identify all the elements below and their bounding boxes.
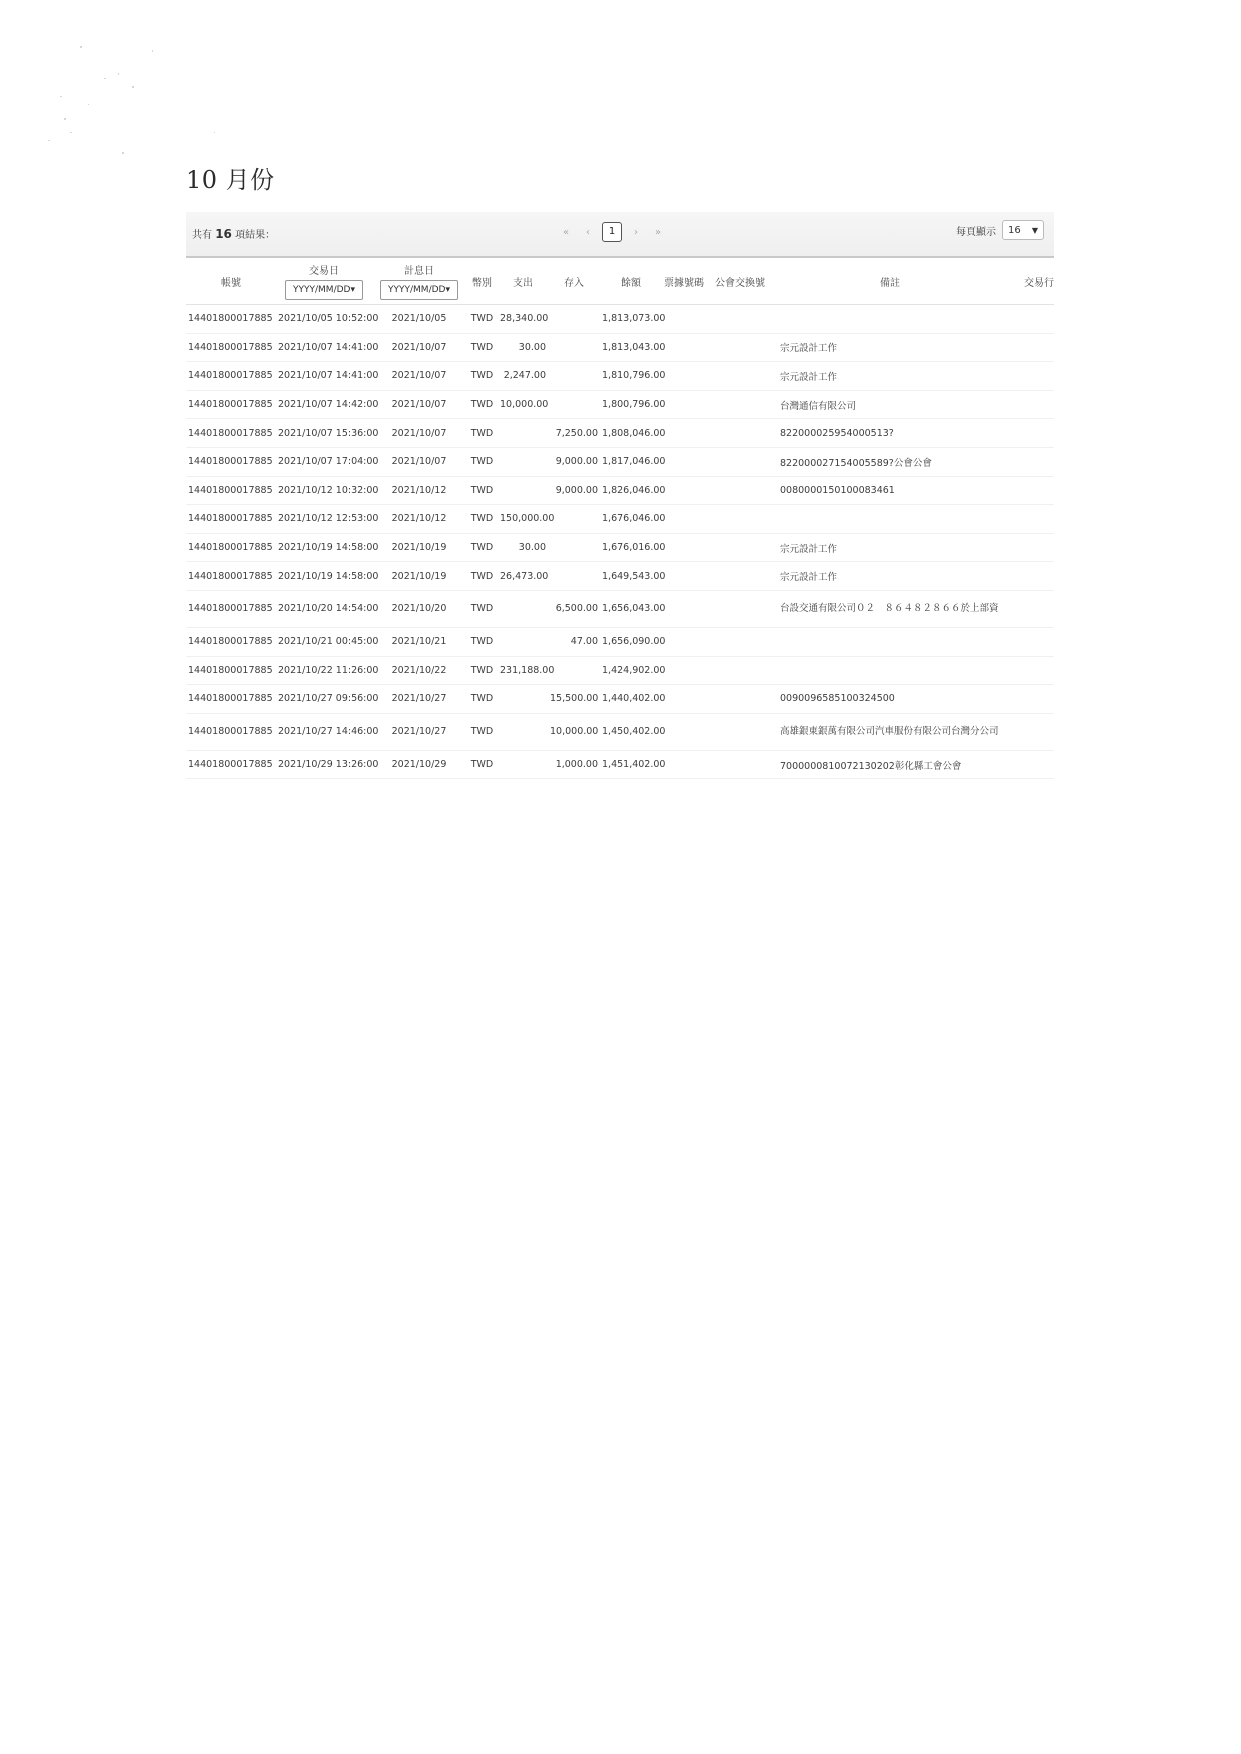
cell-tx-date: 2021/10/21 00:45:00 <box>276 627 372 656</box>
cell-coop-no <box>706 562 774 591</box>
cell-deposit <box>548 305 600 334</box>
table-row[interactable] <box>186 419 1054 448</box>
cell-coop-no <box>706 362 774 391</box>
cell-deposit: 15,500.00 <box>548 685 600 714</box>
table-row[interactable] <box>186 533 1054 562</box>
cell-withdrawal <box>498 685 548 714</box>
cell-deposit: 6,500.00 <box>548 590 600 627</box>
chevron-down-icon: ▼ <box>1031 225 1038 235</box>
table-row[interactable] <box>186 333 1054 362</box>
cell-coop-no <box>706 590 774 627</box>
header-tx-date <box>276 257 372 305</box>
cell-memo <box>774 305 1006 334</box>
table-row[interactable] <box>186 685 1054 714</box>
cell-tx-date: 2021/10/07 15:36:00 <box>276 419 372 448</box>
cell-tx-date: 2021/10/27 09:56:00 <box>276 685 372 714</box>
cell-memo: 822000027154005589?公會公會 <box>774 447 1006 476</box>
cell-currency: TWD <box>466 447 498 476</box>
cell-currency: TWD <box>466 713 498 750</box>
cell-coop-no <box>706 656 774 685</box>
table-body <box>186 305 1054 779</box>
cell-deposit <box>548 333 600 362</box>
cell-ref-no <box>662 533 706 562</box>
transactions-panel <box>186 212 1054 779</box>
cell-tx-date: 2021/10/07 17:04:00 <box>276 447 372 476</box>
table-row[interactable] <box>186 390 1054 419</box>
cell-value-date: 2021/10/29 <box>372 750 466 779</box>
cell-ref-no <box>662 750 706 779</box>
cell-coop-no <box>706 533 774 562</box>
cell-memo <box>774 505 1006 534</box>
table-row[interactable] <box>186 713 1054 750</box>
cell-ref-no <box>662 590 706 627</box>
cell-coop-no <box>706 685 774 714</box>
cell-memo: 7000000810072130202彰化縣工會公會 <box>774 750 1006 779</box>
per-page-label: 每頁顯示 <box>956 226 996 238</box>
cell-tx-date: 2021/10/05 10:52:00 <box>276 305 372 334</box>
cell-withdrawal: 10,000.00 <box>498 390 548 419</box>
cell-withdrawal: 2,247.00 <box>498 362 548 391</box>
cell-ref-no <box>662 305 706 334</box>
header-balance[interactable]: 餘額 <box>600 257 662 305</box>
cell-extra <box>1006 362 1054 391</box>
cell-currency: TWD <box>466 305 498 334</box>
cell-balance: 1,826,046.00 <box>600 476 662 505</box>
cell-account: 14401800017885 <box>186 333 276 362</box>
page-title: 10 月份 <box>186 166 275 194</box>
cell-extra <box>1006 750 1054 779</box>
cell-balance: 1,440,402.00 <box>600 685 662 714</box>
cell-value-date: 2021/10/07 <box>372 333 466 362</box>
cell-ref-no <box>662 656 706 685</box>
cell-value-date: 2021/10/07 <box>372 447 466 476</box>
cell-currency: TWD <box>466 750 498 779</box>
cell-account: 14401800017885 <box>186 476 276 505</box>
table-row[interactable] <box>186 447 1054 476</box>
cell-value-date: 2021/10/12 <box>372 505 466 534</box>
cell-account: 14401800017885 <box>186 627 276 656</box>
cell-ref-no <box>662 476 706 505</box>
cell-extra <box>1006 333 1054 362</box>
cell-balance: 1,424,902.00 <box>600 656 662 685</box>
cell-tx-date: 2021/10/07 14:41:00 <box>276 362 372 391</box>
cell-currency: TWD <box>466 533 498 562</box>
table-row[interactable] <box>186 627 1054 656</box>
cell-withdrawal: 150,000.00 <box>498 505 548 534</box>
cell-extra <box>1006 627 1054 656</box>
cell-ref-no <box>662 562 706 591</box>
cell-tx-date: 2021/10/29 13:26:00 <box>276 750 372 779</box>
cell-deposit <box>548 533 600 562</box>
cell-currency: TWD <box>466 476 498 505</box>
cell-extra <box>1006 590 1054 627</box>
table-row[interactable] <box>186 562 1054 591</box>
cell-deposit: 9,000.00 <box>548 447 600 476</box>
tx-date-filter-input[interactable]: YYYY/MM/DD▾ <box>285 280 363 300</box>
cell-extra <box>1006 562 1054 591</box>
cell-deposit: 9,000.00 <box>548 476 600 505</box>
cell-currency: TWD <box>466 627 498 656</box>
cell-memo: 宗元設計工作 <box>774 562 1006 591</box>
cell-ref-no <box>662 447 706 476</box>
header-tx-date-label: 交易日 <box>309 266 339 277</box>
last-page-button[interactable]: » <box>654 226 662 238</box>
cell-extra <box>1006 656 1054 685</box>
cell-memo: 台設交通有限公司０２ ８６４８２８６６於上部資 <box>774 590 1006 627</box>
cell-ref-no <box>662 362 706 391</box>
cell-tx-date: 2021/10/07 14:41:00 <box>276 333 372 362</box>
cell-account: 14401800017885 <box>186 533 276 562</box>
table-header-row <box>186 257 1054 305</box>
cell-ref-no <box>662 713 706 750</box>
header-value-date <box>372 257 466 305</box>
cell-extra <box>1006 476 1054 505</box>
result-prefix: 共有 <box>192 230 212 241</box>
cell-deposit <box>548 505 600 534</box>
cell-coop-no <box>706 713 774 750</box>
cell-tx-date: 2021/10/19 14:58:00 <box>276 533 372 562</box>
cell-value-date: 2021/10/21 <box>372 627 466 656</box>
cell-extra <box>1006 305 1054 334</box>
header-value-date-label: 計息日 <box>404 266 434 277</box>
header-coop-no[interactable]: 公會交換號 <box>706 257 774 305</box>
cell-withdrawal <box>498 627 548 656</box>
cell-withdrawal <box>498 713 548 750</box>
cell-memo: 宗元設計工作 <box>774 362 1006 391</box>
cell-withdrawal <box>498 590 548 627</box>
result-suffix: 項結果： <box>235 230 276 241</box>
cell-deposit <box>548 562 600 591</box>
per-page-select[interactable] <box>1002 220 1044 240</box>
cell-coop-no <box>706 476 774 505</box>
cell-coop-no <box>706 333 774 362</box>
table-row[interactable] <box>186 505 1054 534</box>
cell-extra <box>1006 390 1054 419</box>
cell-memo <box>774 627 1006 656</box>
cell-account: 14401800017885 <box>186 685 276 714</box>
result-count-number: 16 <box>215 227 232 241</box>
cell-balance: 1,676,046.00 <box>600 505 662 534</box>
first-page-button[interactable]: « <box>562 226 570 238</box>
cell-withdrawal: 26,473.00 <box>498 562 548 591</box>
cell-currency: TWD <box>466 590 498 627</box>
cell-extra <box>1006 419 1054 448</box>
per-page-control <box>956 220 1044 240</box>
prev-page-button[interactable]: ‹ <box>586 226 590 238</box>
cell-account: 14401800017885 <box>186 505 276 534</box>
cell-tx-date: 2021/10/07 14:42:00 <box>276 390 372 419</box>
cell-coop-no <box>706 505 774 534</box>
cell-memo: 台灣通信有限公司 <box>774 390 1006 419</box>
cell-coop-no <box>706 750 774 779</box>
transactions-table <box>186 256 1054 779</box>
cell-memo: 822000025954000513? <box>774 419 1006 448</box>
cell-deposit <box>548 362 600 391</box>
cell-balance: 1,808,046.00 <box>600 419 662 448</box>
cell-deposit: 47.00 <box>548 627 600 656</box>
cell-deposit <box>548 390 600 419</box>
per-page-value: 16 <box>1008 224 1021 236</box>
cell-memo <box>774 656 1006 685</box>
table-row[interactable] <box>186 590 1054 627</box>
cell-extra <box>1006 505 1054 534</box>
cell-account: 14401800017885 <box>186 656 276 685</box>
cell-value-date: 2021/10/27 <box>372 685 466 714</box>
cell-account: 14401800017885 <box>186 447 276 476</box>
header-currency[interactable]: 幣別 <box>466 257 498 305</box>
cell-tx-date: 2021/10/22 11:26:00 <box>276 656 372 685</box>
cell-value-date: 2021/10/22 <box>372 656 466 685</box>
cell-value-date: 2021/10/19 <box>372 533 466 562</box>
cell-account: 14401800017885 <box>186 390 276 419</box>
cell-currency: TWD <box>466 505 498 534</box>
cell-currency: TWD <box>466 562 498 591</box>
cell-extra <box>1006 713 1054 750</box>
cell-memo: 宗元設計工作 <box>774 333 1006 362</box>
cell-withdrawal: 28,340.00 <box>498 305 548 334</box>
cell-withdrawal <box>498 476 548 505</box>
cell-withdrawal: 30.00 <box>498 333 548 362</box>
cell-balance: 1,656,043.00 <box>600 590 662 627</box>
cell-account: 14401800017885 <box>186 750 276 779</box>
header-account[interactable]: 帳號 <box>186 257 276 305</box>
header-memo[interactable]: 備註 <box>774 257 1006 305</box>
cell-value-date: 2021/10/05 <box>372 305 466 334</box>
cell-account: 14401800017885 <box>186 590 276 627</box>
header-ref-no[interactable]: 票據號碼 <box>662 257 706 305</box>
cell-coop-no <box>706 419 774 448</box>
cell-ref-no <box>662 505 706 534</box>
pagination <box>558 222 666 242</box>
cell-balance: 1,676,016.00 <box>600 533 662 562</box>
next-page-button[interactable]: › <box>634 226 638 238</box>
cell-deposit: 10,000.00 <box>548 713 600 750</box>
cell-balance: 1,649,543.00 <box>600 562 662 591</box>
cell-balance: 1,656,090.00 <box>600 627 662 656</box>
cell-currency: TWD <box>466 685 498 714</box>
cell-account: 14401800017885 <box>186 562 276 591</box>
cell-memo: 宗元設計工作 <box>774 533 1006 562</box>
cell-tx-date: 2021/10/19 14:58:00 <box>276 562 372 591</box>
cell-withdrawal <box>498 750 548 779</box>
cell-value-date: 2021/10/07 <box>372 419 466 448</box>
cell-value-date: 2021/10/19 <box>372 562 466 591</box>
cell-value-date: 2021/10/07 <box>372 390 466 419</box>
cell-balance: 1,451,402.00 <box>600 750 662 779</box>
cell-value-date: 2021/10/12 <box>372 476 466 505</box>
cell-currency: TWD <box>466 390 498 419</box>
cell-coop-no <box>706 627 774 656</box>
cell-extra <box>1006 533 1054 562</box>
cell-memo: 0090096585100324500 <box>774 685 1006 714</box>
cell-balance: 1,817,046.00 <box>600 447 662 476</box>
cell-withdrawal: 30.00 <box>498 533 548 562</box>
cell-account: 14401800017885 <box>186 713 276 750</box>
cell-currency: TWD <box>466 419 498 448</box>
cell-withdrawal <box>498 447 548 476</box>
cell-tx-date: 2021/10/27 14:46:00 <box>276 713 372 750</box>
current-page-button[interactable]: 1 <box>602 222 622 242</box>
cell-ref-no <box>662 419 706 448</box>
header-extra[interactable]: 交易行 <box>1006 257 1054 305</box>
table-row[interactable] <box>186 656 1054 685</box>
cell-balance: 1,810,796.00 <box>600 362 662 391</box>
table-row[interactable] <box>186 476 1054 505</box>
cell-extra <box>1006 685 1054 714</box>
cell-ref-no <box>662 390 706 419</box>
cell-currency: TWD <box>466 362 498 391</box>
cell-withdrawal <box>498 419 548 448</box>
header-withdrawal[interactable]: 支出 <box>498 257 548 305</box>
cell-currency: TWD <box>466 656 498 685</box>
table-row[interactable] <box>186 362 1054 391</box>
cell-deposit: 1,000.00 <box>548 750 600 779</box>
cell-coop-no <box>706 447 774 476</box>
cell-deposit <box>548 656 600 685</box>
value-date-filter-input[interactable]: YYYY/MM/DD▾ <box>380 280 458 300</box>
cell-coop-no <box>706 305 774 334</box>
cell-balance: 1,800,796.00 <box>600 390 662 419</box>
cell-balance: 1,813,073.00 <box>600 305 662 334</box>
cell-balance: 1,813,043.00 <box>600 333 662 362</box>
cell-memo: 高雄銀東銀萬有限公司汽車服份有限公司台灣分公司 <box>774 713 1006 750</box>
cell-deposit: 7,250.00 <box>548 419 600 448</box>
cell-tx-date: 2021/10/12 12:53:00 <box>276 505 372 534</box>
cell-extra <box>1006 447 1054 476</box>
cell-balance: 1,450,402.00 <box>600 713 662 750</box>
cell-tx-date: 2021/10/12 10:32:00 <box>276 476 372 505</box>
cell-value-date: 2021/10/07 <box>372 362 466 391</box>
cell-account: 14401800017885 <box>186 362 276 391</box>
cell-account: 14401800017885 <box>186 305 276 334</box>
cell-value-date: 2021/10/20 <box>372 590 466 627</box>
cell-withdrawal: 231,188.00 <box>498 656 548 685</box>
table-row[interactable] <box>186 750 1054 779</box>
result-count <box>192 226 275 241</box>
cell-account: 14401800017885 <box>186 419 276 448</box>
cell-ref-no <box>662 685 706 714</box>
table-row[interactable] <box>186 305 1054 334</box>
cell-ref-no <box>662 333 706 362</box>
cell-currency: TWD <box>466 333 498 362</box>
cell-memo: 0080000150100083461 <box>774 476 1006 505</box>
cell-ref-no <box>662 627 706 656</box>
table-toolbar <box>186 212 1054 256</box>
cell-coop-no <box>706 390 774 419</box>
cell-tx-date: 2021/10/20 14:54:00 <box>276 590 372 627</box>
cell-value-date: 2021/10/27 <box>372 713 466 750</box>
header-deposit[interactable]: 存入 <box>548 257 600 305</box>
